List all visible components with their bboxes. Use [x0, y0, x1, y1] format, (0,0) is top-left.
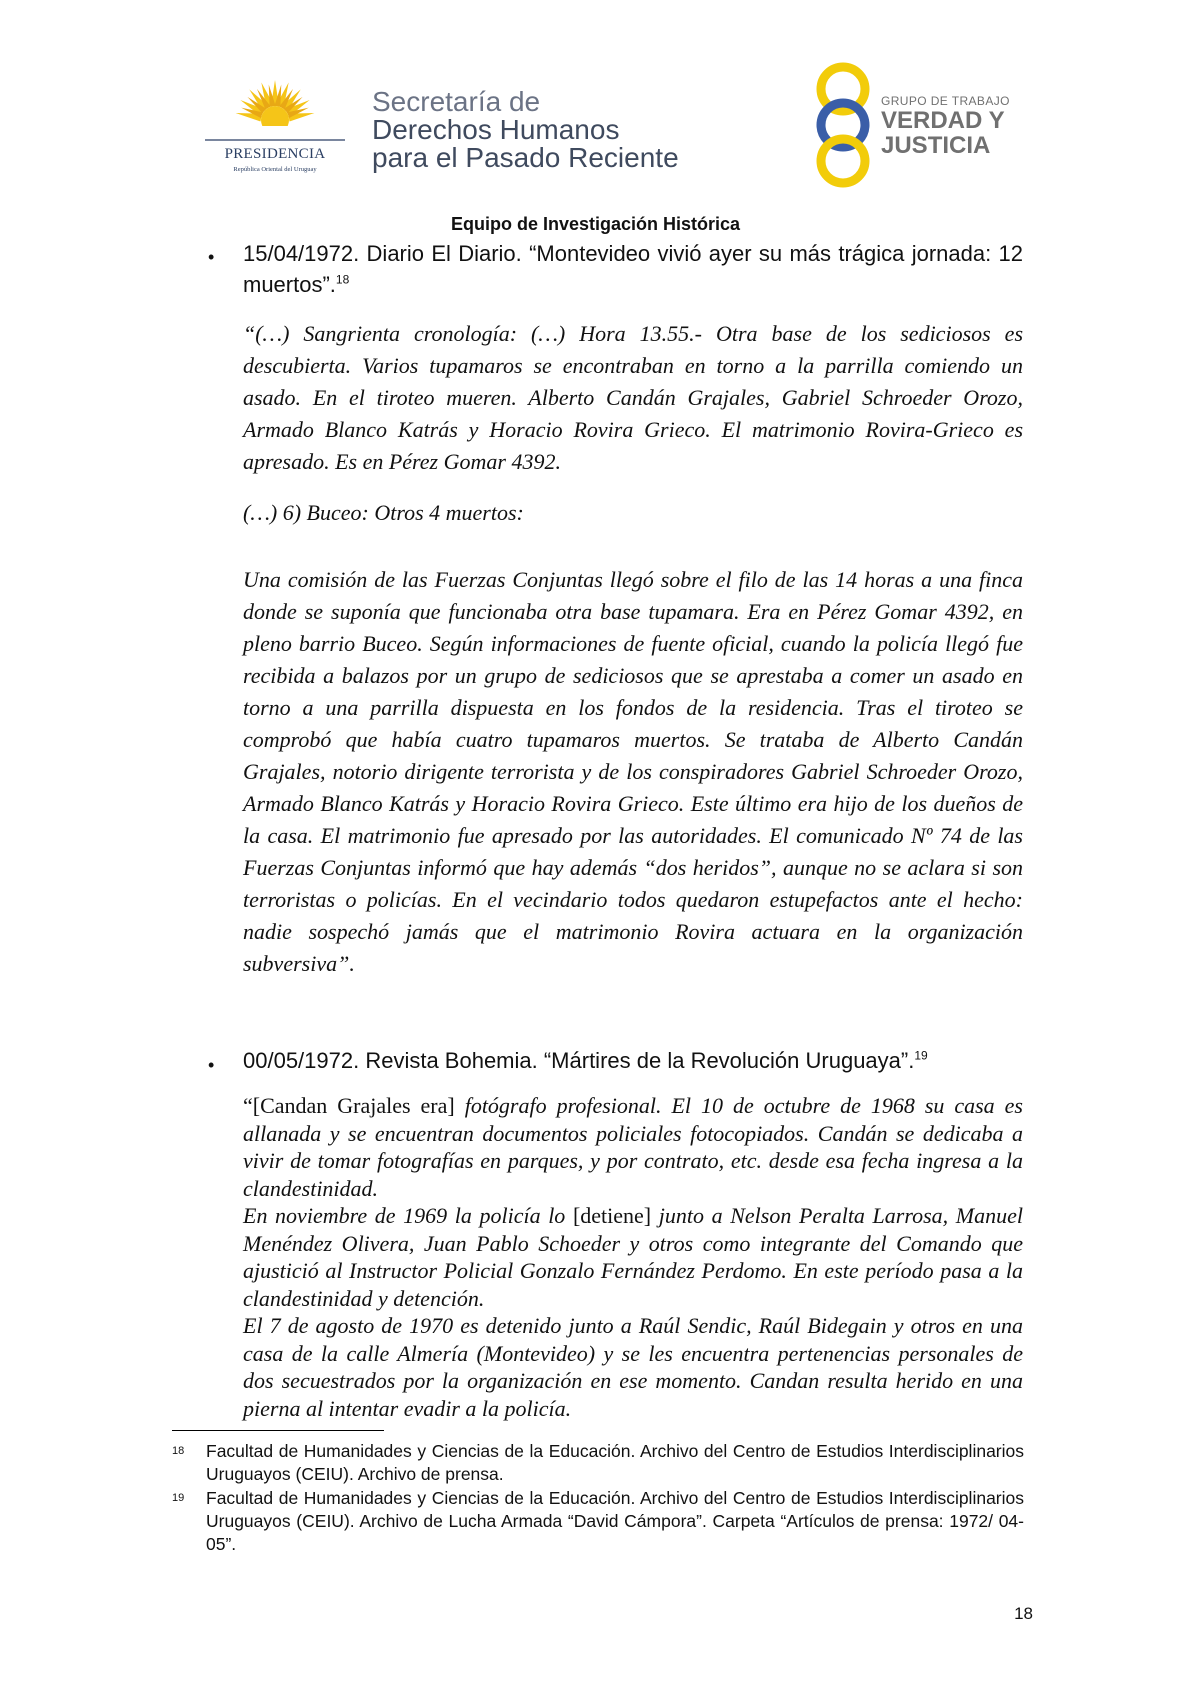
bullet-marker: • — [208, 247, 215, 267]
verdad-justicia-logo — [808, 62, 1028, 188]
quote-paragraph: El 7 de agosto de 1970 es detenido junto a Raúl Sendic, Raúl Bidegain y otros en una casa de la calle Almería (Montevideo) y se les encuentra pertenencias personales de dos secuestrados por la organización en ese momento. Candan resulta herido en una pierna al intentar evadir a la policía. — [243, 1313, 1023, 1421]
entry-heading — [243, 238, 1023, 300]
footnote-text: Facultad de Humanidades y Ciencias de la Educación. Archivo del Centro de Estudios Interdisciplinarios Uruguayos (CEIU). Archivo de Lucha Armada “David Cámpora”. Carpeta “Artículos de prensa: 1972/ 04-05”. — [206, 1488, 1024, 1554]
footnote-number: 19 — [172, 1492, 185, 1504]
footnote-number: 18 — [172, 1445, 185, 1457]
footnote-18 — [0, 1440, 1191, 1486]
gtvj-line1: GRUPO DE TRABAJO — [881, 94, 1010, 108]
quote-paragraph: (…) 6) Buceo: Otros 4 muertos: — [243, 500, 524, 525]
footnote-reference[interactable]: 19 — [914, 1048, 928, 1063]
presidencia-label: PRESIDENCIA — [224, 146, 326, 162]
page-number: 18 — [1014, 1604, 1033, 1623]
quote-bracket-text: [detiene] — [572, 1203, 652, 1228]
gtvj-line3: JUSTICIA — [881, 132, 991, 159]
bullet-marker: • — [208, 1055, 215, 1075]
presidencia-logo — [195, 78, 355, 178]
team-title: Equipo de Investigación Histórica — [450, 214, 741, 234]
secretaria-line2: Derechos Humanos — [372, 114, 620, 145]
entry-heading — [243, 1045, 1023, 1076]
secretaria-line1: Secretaría de — [372, 86, 541, 117]
quote-bracket-text: “[Candan Grajales era] — [243, 1093, 455, 1118]
footnote-text: Facultad de Humanidades y Ciencias de la Educación. Archivo del Centro de Estudios Interdisciplinarios Uruguayos (CEIU). Archivo de prensa. — [206, 1441, 1024, 1484]
quote-text: En noviembre de 1969 la policía lo — [243, 1203, 573, 1228]
verdad-justicia-text — [881, 94, 1010, 158]
footnote-reference[interactable]: 18 — [335, 272, 350, 287]
entry-heading-text: 15/04/1972. Diario El Diario. “Montevideo vivió ayer su más trágica jornada: 12 muertos”. — [243, 241, 1023, 297]
entry-heading-text: 00/05/1972. Revista Bohemia. “Mártires de la Revolución Uruguaya”. — [243, 1048, 915, 1073]
footnote-divider — [172, 1430, 384, 1431]
secretaria-line3: para el Pasado Reciente — [372, 142, 679, 173]
quote-text: junto a Nelson Peralta Larrosa, Manuel Menéndez Olivera, Juan Pablo Schoeder y otros como integrante del Comando que ajustició al Instructor Policial Gonzalo Fernández Perdomo. En este período pasa a la clandestinidad y detención. — [243, 1203, 1023, 1311]
footnote-19 — [0, 1487, 1191, 1557]
quote-paragraph: Una comisión de las Fuerzas Conjuntas llegó sobre el filo de las 14 horas a una finca donde se suponía que funcionaba otra base tupamara. Era en Pérez Gomar 4392, en pleno barrio Buceo. Según informaciones de fuente oficial, cuando la policía llegó fue recibida a balazos por un grupo de sediciosos que se aprestaba a comer un asado en torno a una parrilla dispuesta en los fondos de la residencia. Tras el tiroteo se comprobó que había cuatro tupamaros muertos. Se trataba de Alberto Candán Grajales, notorio dirigente terrorista y de los conspiradores Gabriel Schroeder Orozo, Armado Blanco Katrás y Horacio Rovira Grieco. Este último era hijo de los dueños de la casa. El matrimonio fue apresado por las autoridades. El comunicado Nº 74 de las Fuerzas Conjuntas informó que hay además “dos heridos”, aunque no se aclara si son terroristas o policías. En el vecindario todos quedaron estupefactos ante el hecho: nadie sospechó jamás que el matrimonio Rovira actuara en la organización subversiva”. — [243, 567, 1023, 976]
quote-paragraph — [243, 1092, 1023, 1202]
presidencia-sublabel: República Oriental del Uruguay — [233, 166, 317, 173]
gtvj-line2: VERDAD Y — [881, 107, 1005, 134]
quote-paragraph — [243, 1202, 1023, 1312]
quote-text: fotógrafo profesional. El 10 de octubre de 1968 su casa es allanada y se encuentran documentos policiales fotocopiados. Candán se dedicaba a vivir de tomar fotografías en parques, y por contrato, etc. desde esa fecha ingresa a la clandestinidad. — [243, 1093, 1023, 1201]
sun-emblem-icon — [195, 78, 355, 148]
interlocking-rings-icon — [808, 62, 878, 188]
secretaria-logo-text — [372, 88, 679, 172]
quote-paragraph: “(…) Sangrienta cronología: (…) Hora 13.55.- Otra base de los sediciosos es descubierta. Varios tupamaros se encontraban en torno a la parrilla comiendo un asado. En el tiroteo mueren. Alberto Candán Grajales, Gabriel Schroeder Orozo, Armado Blanco Katrás y Horacio Rovira Grieco. El matrimonio Rovira-Grieco es apresado. Es en Pérez Gomar 4392. — [243, 321, 1023, 474]
